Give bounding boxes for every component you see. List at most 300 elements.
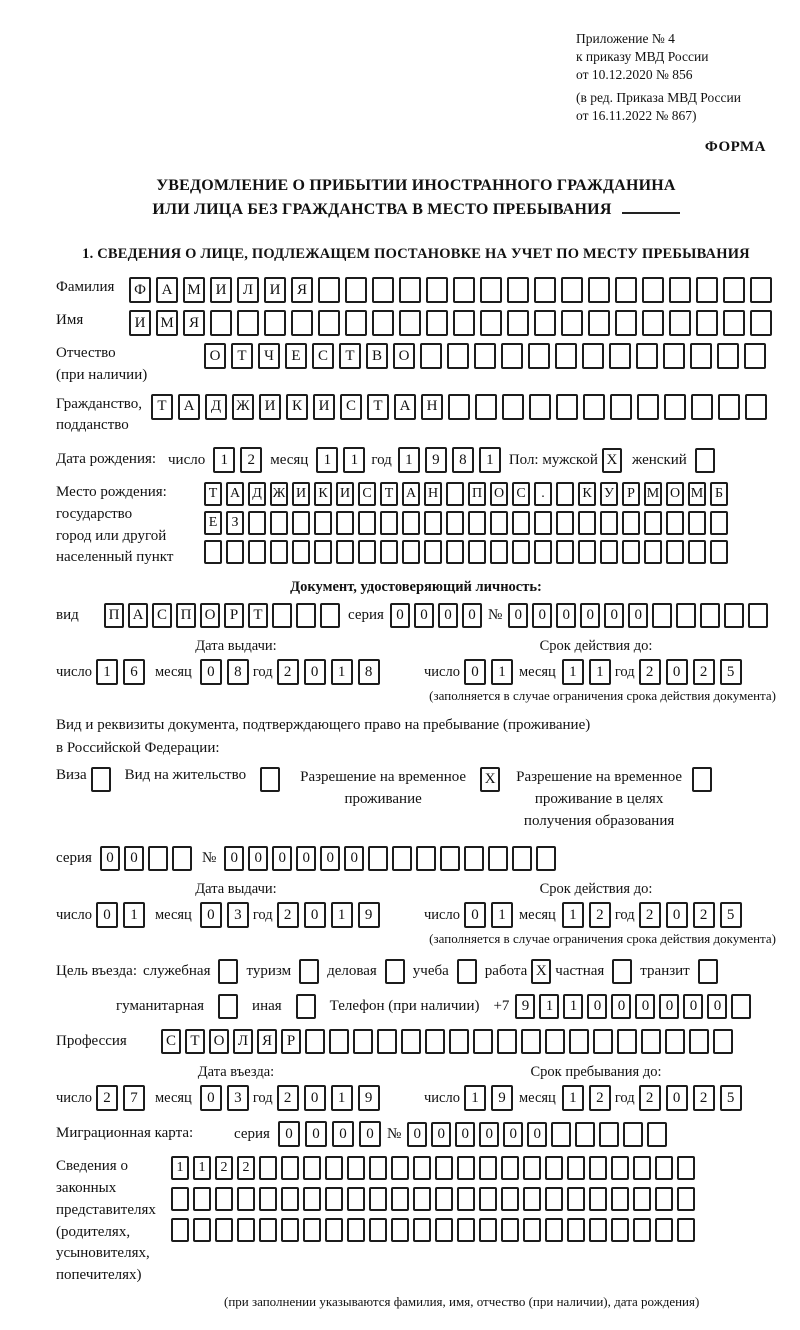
char-cell[interactable]: [372, 310, 394, 336]
char-cell[interactable]: О: [204, 343, 226, 369]
char-cell[interactable]: [622, 540, 640, 564]
char-cell[interactable]: [748, 603, 768, 628]
char-cell[interactable]: [512, 846, 532, 871]
char-cell[interactable]: 0: [464, 902, 486, 928]
char-cell[interactable]: [534, 511, 552, 535]
char-cell[interactable]: Ч: [258, 343, 280, 369]
char-cell[interactable]: [358, 540, 376, 564]
char-cell[interactable]: [633, 1156, 651, 1180]
purpose-study-checkbox[interactable]: [457, 959, 477, 984]
profession-cells[interactable]: [161, 1029, 733, 1054]
char-cell[interactable]: [303, 1187, 321, 1211]
char-cell[interactable]: Т: [231, 343, 253, 369]
char-cell[interactable]: [724, 603, 744, 628]
char-cell[interactable]: [215, 1187, 233, 1211]
char-cell[interactable]: 1: [171, 1156, 189, 1180]
stay-month-cells[interactable]: [562, 1085, 611, 1111]
char-cell[interactable]: Я: [257, 1029, 277, 1054]
char-cell[interactable]: 2: [693, 902, 715, 928]
char-cell[interactable]: 1: [479, 447, 501, 473]
char-cell[interactable]: 9: [358, 1085, 380, 1111]
char-cell[interactable]: 2: [589, 1085, 611, 1111]
char-cell[interactable]: [637, 394, 659, 420]
purpose-transit-checkbox[interactable]: [698, 959, 718, 984]
residence-issue-month-cells[interactable]: [200, 902, 249, 928]
char-cell[interactable]: [556, 511, 574, 535]
char-cell[interactable]: 8: [227, 659, 249, 685]
char-cell[interactable]: [369, 1218, 387, 1242]
char-cell[interactable]: [193, 1187, 211, 1211]
char-cell[interactable]: [226, 540, 244, 564]
char-cell[interactable]: 9: [358, 902, 380, 928]
char-cell[interactable]: Д: [248, 482, 266, 506]
char-cell[interactable]: [435, 1156, 453, 1180]
char-cell[interactable]: 0: [508, 603, 528, 628]
char-cell[interactable]: [336, 540, 354, 564]
char-cell[interactable]: [600, 540, 618, 564]
char-cell[interactable]: [676, 603, 696, 628]
char-cell[interactable]: [534, 540, 552, 564]
char-cell[interactable]: Л: [233, 1029, 253, 1054]
char-cell[interactable]: [615, 277, 637, 303]
char-cell[interactable]: [480, 310, 502, 336]
char-cell[interactable]: [259, 1218, 277, 1242]
char-cell[interactable]: [507, 277, 529, 303]
char-cell[interactable]: [589, 1218, 607, 1242]
char-cell[interactable]: [578, 511, 596, 535]
char-cell[interactable]: [567, 1187, 585, 1211]
char-cell[interactable]: И: [210, 277, 232, 303]
char-cell[interactable]: [270, 540, 288, 564]
char-cell[interactable]: 0: [272, 846, 292, 871]
char-cell[interactable]: 0: [666, 1085, 688, 1111]
char-cell[interactable]: [750, 277, 772, 303]
char-cell[interactable]: [193, 1218, 211, 1242]
char-cell[interactable]: [534, 310, 556, 336]
char-cell[interactable]: М: [183, 277, 205, 303]
char-cell[interactable]: [490, 511, 508, 535]
char-cell[interactable]: [325, 1218, 343, 1242]
char-cell[interactable]: [644, 511, 662, 535]
char-cell[interactable]: 0: [407, 1122, 427, 1147]
legal-representatives-row1-cells[interactable]: [171, 1156, 695, 1180]
char-cell[interactable]: 5: [720, 902, 742, 928]
char-cell[interactable]: [318, 277, 340, 303]
migration-series-cells[interactable]: [278, 1121, 381, 1147]
char-cell[interactable]: [380, 540, 398, 564]
char-cell[interactable]: [642, 310, 664, 336]
char-cell[interactable]: 1: [491, 659, 513, 685]
char-cell[interactable]: К: [578, 482, 596, 506]
char-cell[interactable]: И: [313, 394, 335, 420]
char-cell[interactable]: [561, 310, 583, 336]
char-cell[interactable]: [347, 1156, 365, 1180]
char-cell[interactable]: [424, 540, 442, 564]
char-cell[interactable]: [555, 343, 577, 369]
char-cell[interactable]: 0: [390, 603, 410, 628]
temp-permit-checkbox[interactable]: X: [480, 767, 500, 792]
birth-place-row2-cells[interactable]: [204, 511, 728, 535]
char-cell[interactable]: [446, 482, 464, 506]
char-cell[interactable]: [391, 1156, 409, 1180]
stay-year-cells[interactable]: [639, 1085, 742, 1111]
visa-checkbox[interactable]: [91, 767, 111, 792]
char-cell[interactable]: [320, 603, 340, 628]
char-cell[interactable]: [204, 540, 222, 564]
citizenship-cells[interactable]: [151, 394, 767, 420]
char-cell[interactable]: [644, 540, 662, 564]
purpose-business-checkbox[interactable]: [385, 959, 405, 984]
char-cell[interactable]: 2: [277, 1085, 299, 1111]
char-cell[interactable]: М: [644, 482, 662, 506]
char-cell[interactable]: И: [129, 310, 151, 336]
char-cell[interactable]: [578, 540, 596, 564]
char-cell[interactable]: И: [259, 394, 281, 420]
char-cell[interactable]: 0: [683, 994, 703, 1019]
char-cell[interactable]: [655, 1218, 673, 1242]
char-cell[interactable]: [567, 1156, 585, 1180]
char-cell[interactable]: [296, 603, 316, 628]
char-cell[interactable]: [171, 1187, 189, 1211]
char-cell[interactable]: 0: [200, 1085, 222, 1111]
char-cell[interactable]: [713, 1029, 733, 1054]
char-cell[interactable]: [447, 343, 469, 369]
char-cell[interactable]: [642, 277, 664, 303]
char-cell[interactable]: [523, 1218, 541, 1242]
char-cell[interactable]: 0: [628, 603, 648, 628]
char-cell[interactable]: 0: [200, 902, 222, 928]
char-cell[interactable]: [215, 1218, 233, 1242]
char-cell[interactable]: [666, 511, 684, 535]
char-cell[interactable]: [502, 394, 524, 420]
char-cell[interactable]: [710, 540, 728, 564]
char-cell[interactable]: [688, 511, 706, 535]
char-cell[interactable]: [292, 540, 310, 564]
char-cell[interactable]: А: [226, 482, 244, 506]
char-cell[interactable]: [610, 394, 632, 420]
char-cell[interactable]: 2: [693, 1085, 715, 1111]
char-cell[interactable]: [723, 277, 745, 303]
char-cell[interactable]: 1: [96, 659, 118, 685]
char-cell[interactable]: [391, 1187, 409, 1211]
char-cell[interactable]: [512, 511, 530, 535]
char-cell[interactable]: [622, 511, 640, 535]
char-cell[interactable]: [237, 310, 259, 336]
char-cell[interactable]: 0: [96, 902, 118, 928]
char-cell[interactable]: [413, 1156, 431, 1180]
char-cell[interactable]: [665, 1029, 685, 1054]
char-cell[interactable]: Т: [204, 482, 222, 506]
char-cell[interactable]: [305, 1029, 325, 1054]
char-cell[interactable]: [369, 1156, 387, 1180]
char-cell[interactable]: [664, 394, 686, 420]
char-cell[interactable]: [497, 1029, 517, 1054]
char-cell[interactable]: [377, 1029, 397, 1054]
char-cell[interactable]: [569, 1029, 589, 1054]
char-cell[interactable]: [413, 1218, 431, 1242]
char-cell[interactable]: [556, 540, 574, 564]
char-cell[interactable]: [696, 310, 718, 336]
char-cell[interactable]: [468, 540, 486, 564]
char-cell[interactable]: [536, 846, 556, 871]
char-cell[interactable]: [480, 277, 502, 303]
char-cell[interactable]: [399, 277, 421, 303]
char-cell[interactable]: [488, 846, 508, 871]
char-cell[interactable]: [272, 603, 292, 628]
char-cell[interactable]: [677, 1218, 695, 1242]
doc-series-cells[interactable]: [390, 603, 482, 628]
char-cell[interactable]: [449, 1029, 469, 1054]
char-cell[interactable]: [689, 1029, 709, 1054]
char-cell[interactable]: [314, 511, 332, 535]
char-cell[interactable]: [329, 1029, 349, 1054]
char-cell[interactable]: [259, 1187, 277, 1211]
char-cell[interactable]: [545, 1029, 565, 1054]
char-cell[interactable]: 0: [604, 603, 624, 628]
char-cell[interactable]: [318, 310, 340, 336]
char-cell[interactable]: 1: [539, 994, 559, 1019]
char-cell[interactable]: 0: [296, 846, 316, 871]
char-cell[interactable]: [448, 394, 470, 420]
char-cell[interactable]: Л: [237, 277, 259, 303]
char-cell[interactable]: 0: [200, 659, 222, 685]
char-cell[interactable]: [750, 310, 772, 336]
char-cell[interactable]: [473, 1029, 493, 1054]
char-cell[interactable]: 1: [562, 902, 584, 928]
char-cell[interactable]: [259, 1156, 277, 1180]
char-cell[interactable]: 0: [278, 1121, 300, 1147]
char-cell[interactable]: [575, 1122, 595, 1147]
char-cell[interactable]: 0: [556, 603, 576, 628]
char-cell[interactable]: 6: [123, 659, 145, 685]
char-cell[interactable]: [402, 540, 420, 564]
residence-issue-day-cells[interactable]: [96, 902, 145, 928]
char-cell[interactable]: 0: [707, 994, 727, 1019]
char-cell[interactable]: Т: [248, 603, 268, 628]
char-cell[interactable]: 0: [666, 659, 688, 685]
char-cell[interactable]: [677, 1187, 695, 1211]
char-cell[interactable]: [148, 846, 168, 871]
char-cell[interactable]: 0: [124, 846, 144, 871]
surname-cells[interactable]: [129, 277, 772, 303]
char-cell[interactable]: 1: [398, 447, 420, 473]
char-cell[interactable]: 1: [589, 659, 611, 685]
char-cell[interactable]: [512, 540, 530, 564]
char-cell[interactable]: [521, 1029, 541, 1054]
char-cell[interactable]: [567, 1218, 585, 1242]
char-cell[interactable]: Я: [183, 310, 205, 336]
residence-issue-year-cells[interactable]: [277, 902, 380, 928]
char-cell[interactable]: 2: [277, 659, 299, 685]
char-cell[interactable]: [599, 1122, 619, 1147]
char-cell[interactable]: [551, 1122, 571, 1147]
char-cell[interactable]: [744, 343, 766, 369]
char-cell[interactable]: [593, 1029, 613, 1054]
char-cell[interactable]: 9: [425, 447, 447, 473]
char-cell[interactable]: У: [600, 482, 618, 506]
purpose-tourism-checkbox[interactable]: [299, 959, 319, 984]
char-cell[interactable]: [479, 1156, 497, 1180]
char-cell[interactable]: А: [178, 394, 200, 420]
char-cell[interactable]: К: [286, 394, 308, 420]
char-cell[interactable]: [380, 511, 398, 535]
char-cell[interactable]: 0: [666, 902, 688, 928]
char-cell[interactable]: [690, 343, 712, 369]
char-cell[interactable]: [528, 343, 550, 369]
char-cell[interactable]: [561, 277, 583, 303]
char-cell[interactable]: Т: [151, 394, 173, 420]
char-cell[interactable]: [372, 277, 394, 303]
char-cell[interactable]: [655, 1187, 673, 1211]
char-cell[interactable]: 1: [464, 1085, 486, 1111]
char-cell[interactable]: 1: [562, 1085, 584, 1111]
char-cell[interactable]: [248, 511, 266, 535]
char-cell[interactable]: Е: [204, 511, 222, 535]
char-cell[interactable]: [303, 1218, 321, 1242]
char-cell[interactable]: [633, 1218, 651, 1242]
char-cell[interactable]: 0: [503, 1122, 523, 1147]
char-cell[interactable]: 0: [464, 659, 486, 685]
char-cell[interactable]: 0: [332, 1121, 354, 1147]
char-cell[interactable]: М: [688, 482, 706, 506]
char-cell[interactable]: 0: [305, 1121, 327, 1147]
char-cell[interactable]: [501, 1156, 519, 1180]
char-cell[interactable]: [237, 1187, 255, 1211]
char-cell[interactable]: [501, 343, 523, 369]
char-cell[interactable]: [281, 1187, 299, 1211]
char-cell[interactable]: [677, 1156, 695, 1180]
birth-place-row3-cells[interactable]: [204, 540, 728, 564]
char-cell[interactable]: [501, 1218, 519, 1242]
purpose-official-checkbox[interactable]: [218, 959, 238, 984]
char-cell[interactable]: К: [314, 482, 332, 506]
char-cell[interactable]: 0: [611, 994, 631, 1019]
char-cell[interactable]: Ж: [232, 394, 254, 420]
char-cell[interactable]: В: [366, 343, 388, 369]
char-cell[interactable]: [453, 277, 475, 303]
char-cell[interactable]: [583, 394, 605, 420]
char-cell[interactable]: 2: [96, 1085, 118, 1111]
char-cell[interactable]: 1: [331, 1085, 353, 1111]
char-cell[interactable]: [314, 540, 332, 564]
char-cell[interactable]: [710, 511, 728, 535]
char-cell[interactable]: [666, 540, 684, 564]
char-cell[interactable]: [413, 1187, 431, 1211]
female-checkbox[interactable]: [695, 448, 715, 473]
char-cell[interactable]: [237, 1218, 255, 1242]
char-cell[interactable]: 0: [455, 1122, 475, 1147]
char-cell[interactable]: 1: [343, 447, 365, 473]
char-cell[interactable]: Б: [710, 482, 728, 506]
char-cell[interactable]: О: [393, 343, 415, 369]
char-cell[interactable]: [347, 1187, 365, 1211]
issue-day-cells[interactable]: [96, 659, 145, 685]
char-cell[interactable]: [369, 1187, 387, 1211]
char-cell[interactable]: 9: [491, 1085, 513, 1111]
char-cell[interactable]: [696, 277, 718, 303]
char-cell[interactable]: [669, 310, 691, 336]
char-cell[interactable]: [424, 511, 442, 535]
char-cell[interactable]: [399, 310, 421, 336]
char-cell[interactable]: [745, 394, 767, 420]
char-cell[interactable]: А: [402, 482, 420, 506]
purpose-other-checkbox[interactable]: [296, 994, 316, 1019]
char-cell[interactable]: 0: [320, 846, 340, 871]
char-cell[interactable]: [615, 310, 637, 336]
char-cell[interactable]: 7: [123, 1085, 145, 1111]
char-cell[interactable]: 8: [452, 447, 474, 473]
char-cell[interactable]: [281, 1156, 299, 1180]
char-cell[interactable]: [446, 511, 464, 535]
char-cell[interactable]: [457, 1218, 475, 1242]
char-cell[interactable]: М: [156, 310, 178, 336]
legal-representatives-row2-cells[interactable]: [171, 1187, 695, 1211]
char-cell[interactable]: С: [358, 482, 376, 506]
char-cell[interactable]: [325, 1187, 343, 1211]
char-cell[interactable]: [457, 1187, 475, 1211]
char-cell[interactable]: [391, 1218, 409, 1242]
char-cell[interactable]: [523, 1187, 541, 1211]
patronymic-cells[interactable]: [204, 343, 766, 369]
char-cell[interactable]: 0: [527, 1122, 547, 1147]
char-cell[interactable]: [609, 343, 631, 369]
char-cell[interactable]: [475, 394, 497, 420]
char-cell[interactable]: [588, 310, 610, 336]
char-cell[interactable]: [264, 310, 286, 336]
char-cell[interactable]: [688, 540, 706, 564]
char-cell[interactable]: 2: [215, 1156, 233, 1180]
valid-year-cells[interactable]: [639, 659, 742, 685]
residence-valid-day-cells[interactable]: [464, 902, 513, 928]
char-cell[interactable]: [345, 310, 367, 336]
char-cell[interactable]: 0: [431, 1122, 451, 1147]
char-cell[interactable]: [663, 343, 685, 369]
birth-place-row1-cells[interactable]: [204, 482, 728, 506]
char-cell[interactable]: [336, 511, 354, 535]
firstname-cells[interactable]: [129, 310, 772, 336]
birth-day-cells[interactable]: [213, 447, 262, 473]
char-cell[interactable]: [325, 1156, 343, 1180]
char-cell[interactable]: 0: [304, 659, 326, 685]
char-cell[interactable]: А: [128, 603, 148, 628]
char-cell[interactable]: 0: [304, 902, 326, 928]
char-cell[interactable]: С: [161, 1029, 181, 1054]
char-cell[interactable]: 0: [359, 1121, 381, 1147]
char-cell[interactable]: 1: [213, 447, 235, 473]
char-cell[interactable]: [435, 1187, 453, 1211]
char-cell[interactable]: [292, 511, 310, 535]
char-cell[interactable]: Т: [380, 482, 398, 506]
char-cell[interactable]: [479, 1187, 497, 1211]
char-cell[interactable]: А: [394, 394, 416, 420]
char-cell[interactable]: 1: [316, 447, 338, 473]
char-cell[interactable]: 0: [438, 603, 458, 628]
char-cell[interactable]: [534, 277, 556, 303]
male-checkbox[interactable]: X: [602, 448, 622, 473]
purpose-work-checkbox[interactable]: X: [531, 959, 551, 984]
char-cell[interactable]: 1: [193, 1156, 211, 1180]
char-cell[interactable]: Р: [281, 1029, 301, 1054]
char-cell[interactable]: 0: [304, 1085, 326, 1111]
char-cell[interactable]: [611, 1187, 629, 1211]
char-cell[interactable]: 2: [240, 447, 262, 473]
birth-year-cells[interactable]: [398, 447, 501, 473]
char-cell[interactable]: [641, 1029, 661, 1054]
char-cell[interactable]: [655, 1156, 673, 1180]
char-cell[interactable]: [345, 277, 367, 303]
char-cell[interactable]: 3: [227, 902, 249, 928]
migration-number-cells[interactable]: [407, 1122, 667, 1147]
